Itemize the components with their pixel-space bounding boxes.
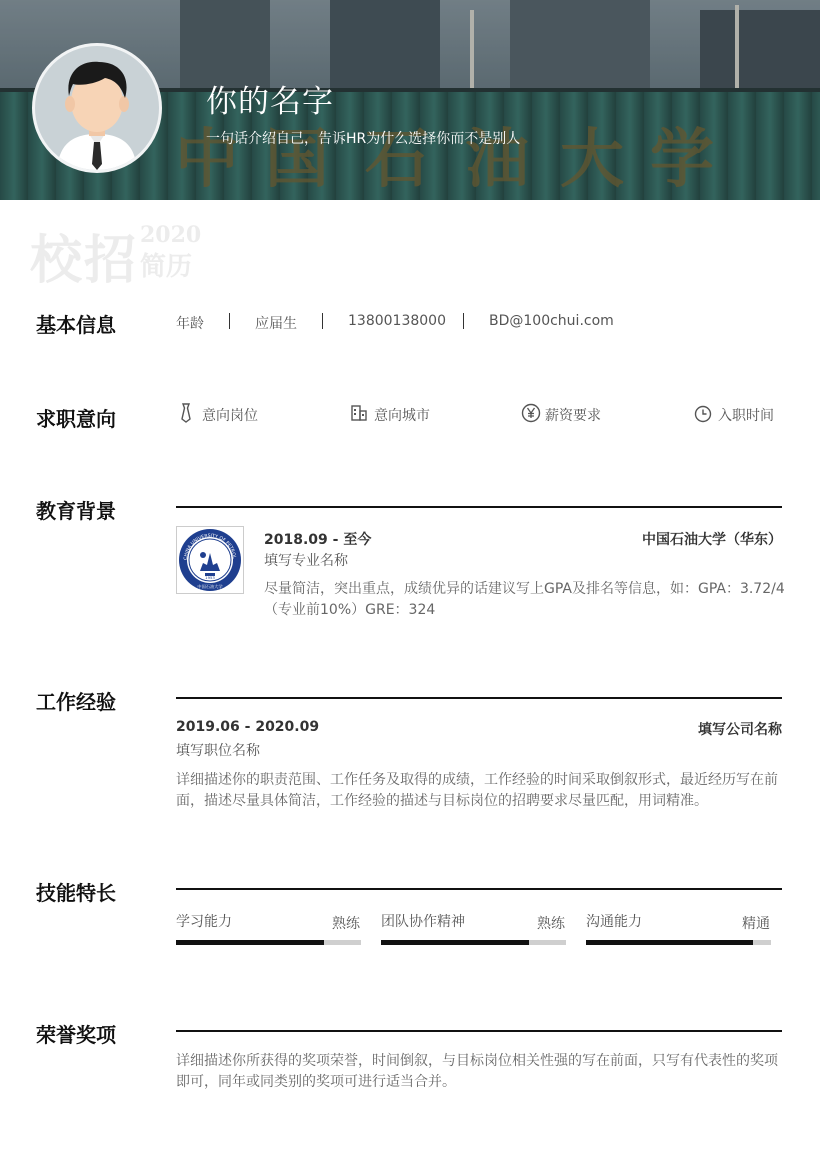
- work-description: 详细描述你的职责范围、工作任务及取得的成绩，工作经验的时间采取倒叙形式，最近经历写在前面，描述尽量具体简洁，工作经验的描述与目标岗位的招聘要求尽量匹配，用词精准。: [176, 772, 778, 809]
- section-title-education: 教育背景: [36, 499, 116, 523]
- divider: [463, 313, 464, 329]
- banner-char: 中: [175, 122, 239, 197]
- person-avatar-icon: [35, 46, 159, 170]
- tagline: 一句话介绍自己，告诉HR为什么选择你而不是别人: [206, 131, 521, 147]
- skill-level: 熟练: [332, 916, 360, 932]
- skill-name: 沟通能力: [586, 914, 642, 930]
- banner-char: 国: [265, 122, 329, 197]
- basic-info-status: 应届生: [255, 316, 297, 332]
- section-rule: [176, 697, 782, 699]
- skill-level: 熟练: [537, 916, 565, 932]
- section-rule: [176, 1030, 782, 1032]
- intent-city: 意向城市: [374, 408, 430, 424]
- skill-name: 团队协作精神: [381, 914, 465, 930]
- avatar: [32, 43, 162, 173]
- education-date: 2018.09 - 至今: [264, 532, 372, 548]
- education-description: 尽量简洁，突出重点，成绩优异的话建议写上GPA及排名等信息，如：GPA：3.72/4（专业前10%）GRE：324: [264, 581, 785, 618]
- watermark-sub: 简历: [140, 252, 193, 282]
- basic-info-phone: 13800138000: [348, 313, 446, 329]
- banner-char: 学: [650, 122, 714, 197]
- watermark-year: 2020: [140, 222, 202, 248]
- logo-year: 1953: [205, 575, 215, 580]
- banner-char: 石: [365, 122, 429, 197]
- basic-info-age: 年龄: [176, 316, 204, 332]
- work-company: 填写公司名称: [698, 722, 782, 738]
- skill-bar-fill: [176, 940, 324, 945]
- tie-icon: [178, 403, 194, 423]
- yen-icon: [521, 403, 541, 423]
- section-title-work: 工作经验: [36, 690, 116, 714]
- section-rule: [176, 888, 782, 890]
- logo-ring-text: CHINA UNIVERSITY OF PETROL: [183, 533, 236, 561]
- work-position: 填写职位名称: [176, 743, 260, 759]
- skill-bar: [176, 940, 361, 945]
- education-major: 填写专业名称: [264, 553, 348, 569]
- skill-bar: [586, 940, 771, 945]
- name: 你的名字: [206, 84, 334, 120]
- work-date: 2019.06 - 2020.09: [176, 719, 320, 735]
- section-title-honors: 荣誉奖项: [36, 1023, 116, 1047]
- clock-icon: [694, 405, 712, 423]
- skill-level: 精通: [742, 916, 770, 932]
- section-rule: [176, 506, 782, 508]
- section-title-basic-info: 基本信息: [36, 313, 116, 337]
- skill-name: 学习能力: [176, 914, 232, 930]
- skill-bar-fill: [586, 940, 753, 945]
- section-title-job-intent: 求职意向: [36, 407, 116, 431]
- banner-char: 油: [465, 122, 529, 197]
- section-title-skills: 技能特长: [36, 881, 116, 905]
- basic-info-email: BD@100chui.com: [489, 313, 614, 329]
- intent-salary: 薪资要求: [545, 408, 601, 424]
- building-icon: [350, 404, 368, 422]
- skill-bar: [381, 940, 566, 945]
- banner-char: 大: [560, 122, 624, 197]
- skill-bar-fill: [381, 940, 529, 945]
- watermark-main: 校招: [30, 230, 139, 291]
- intent-position: 意向岗位: [202, 408, 258, 424]
- university-logo: [176, 526, 244, 594]
- logo-bottom-text: 中国石油大学: [197, 584, 223, 589]
- intent-start-date: 入职时间: [718, 408, 774, 424]
- divider: [229, 313, 230, 329]
- divider: [322, 313, 323, 329]
- education-school: 中国石油大学（华东）: [642, 532, 782, 548]
- honors-description: 详细描述你所获得的奖项荣誉，时间倒叙，与目标岗位相关性强的写在前面，只写有代表性的奖项即可，同年或同类别的奖项可进行适当合并。: [176, 1053, 778, 1090]
